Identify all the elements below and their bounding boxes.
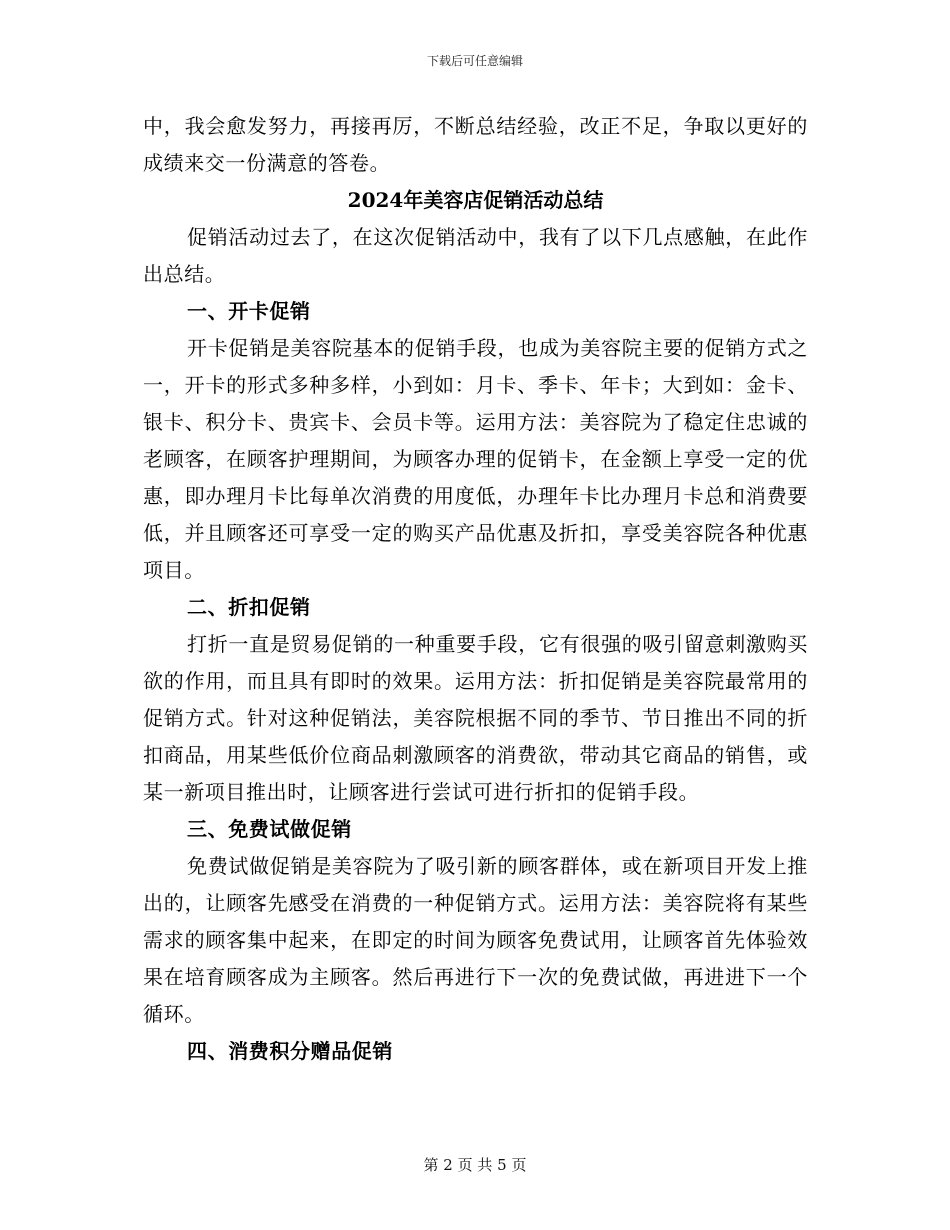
opening-paragraph: 促销活动过去了，在这次促销活动中，我有了以下几点感触，在此作出总结。 [143,225,808,286]
page-footer [0,1155,950,1175]
section-body-card-promotion: 开卡促销是美容院基本的促销手段，也成为美容院主要的促销方式之一，开卡的形式多种多样，小到如：月卡、季卡、年卡；大到如：金卡、银卡、积分卡、贵宾卡、会员卡等。运用方法：美容院为了稳定住忠诚的老顾客，在顾客护理期间，为顾客办理的促销卡，在金额上享受一定的优惠，即办理月卡比每单次消费的用度低，办理年卡比办理月卡总和消费要低，并且顾客还可享受一定的购买产品优惠及折扣，享受美容院各种优惠项目。 [143,336,808,582]
document-title: 2024年美容店促销活动总结 [347,188,604,212]
document-body [143,108,808,1070]
header-text: 下载后可任意编辑 [426,54,523,68]
section-heading-card-promotion: 一、开卡促销 [187,299,311,323]
section-heading-discount-promotion: 二、折扣促销 [187,595,311,619]
page-header [0,53,950,69]
intro-paragraph: 中，我会愈发努力，再接再厉，不断总结经验，改正不足，争取以更好的成绩来交一份满意的答卷。 [143,114,808,175]
page-number-label: 第 2 页 共 5 页 [423,1156,527,1174]
section-body-discount-promotion: 打折一直是贸易促销的一种重要手段，它有很强的吸引留意刺激购买欲的作用，而且具有即时的效果。运用方法：折扣促销是美容院最常用的促销方式。针对这种促销法，美容院根据不同的季节、节日推出不同的折扣商品，用某些低价位商品刺激顾客的消费欲，带动其它商品的销售，或某一新项目推出时，让顾客进行尝试可进行折扣的促销手段。 [143,632,808,804]
section-heading-free-trial-promotion: 三、免费试做促销 [187,817,352,841]
section-heading-points-gift-promotion: 四、消费积分赠品促销 [187,1039,393,1063]
section-body-free-trial-promotion: 免费试做促销是美容院为了吸引新的顾客群体，或在新项目开发上推出的，让顾客先感受在消费的一种促销方式。运用方法：美容院将有某些需求的顾客集中起来，在即定的时间为顾客免费试用，让顾客首先体验效果在培育顾客成为主顾客。然后再进行下一次的免费试做，再进进下一个循环。 [143,854,808,1026]
